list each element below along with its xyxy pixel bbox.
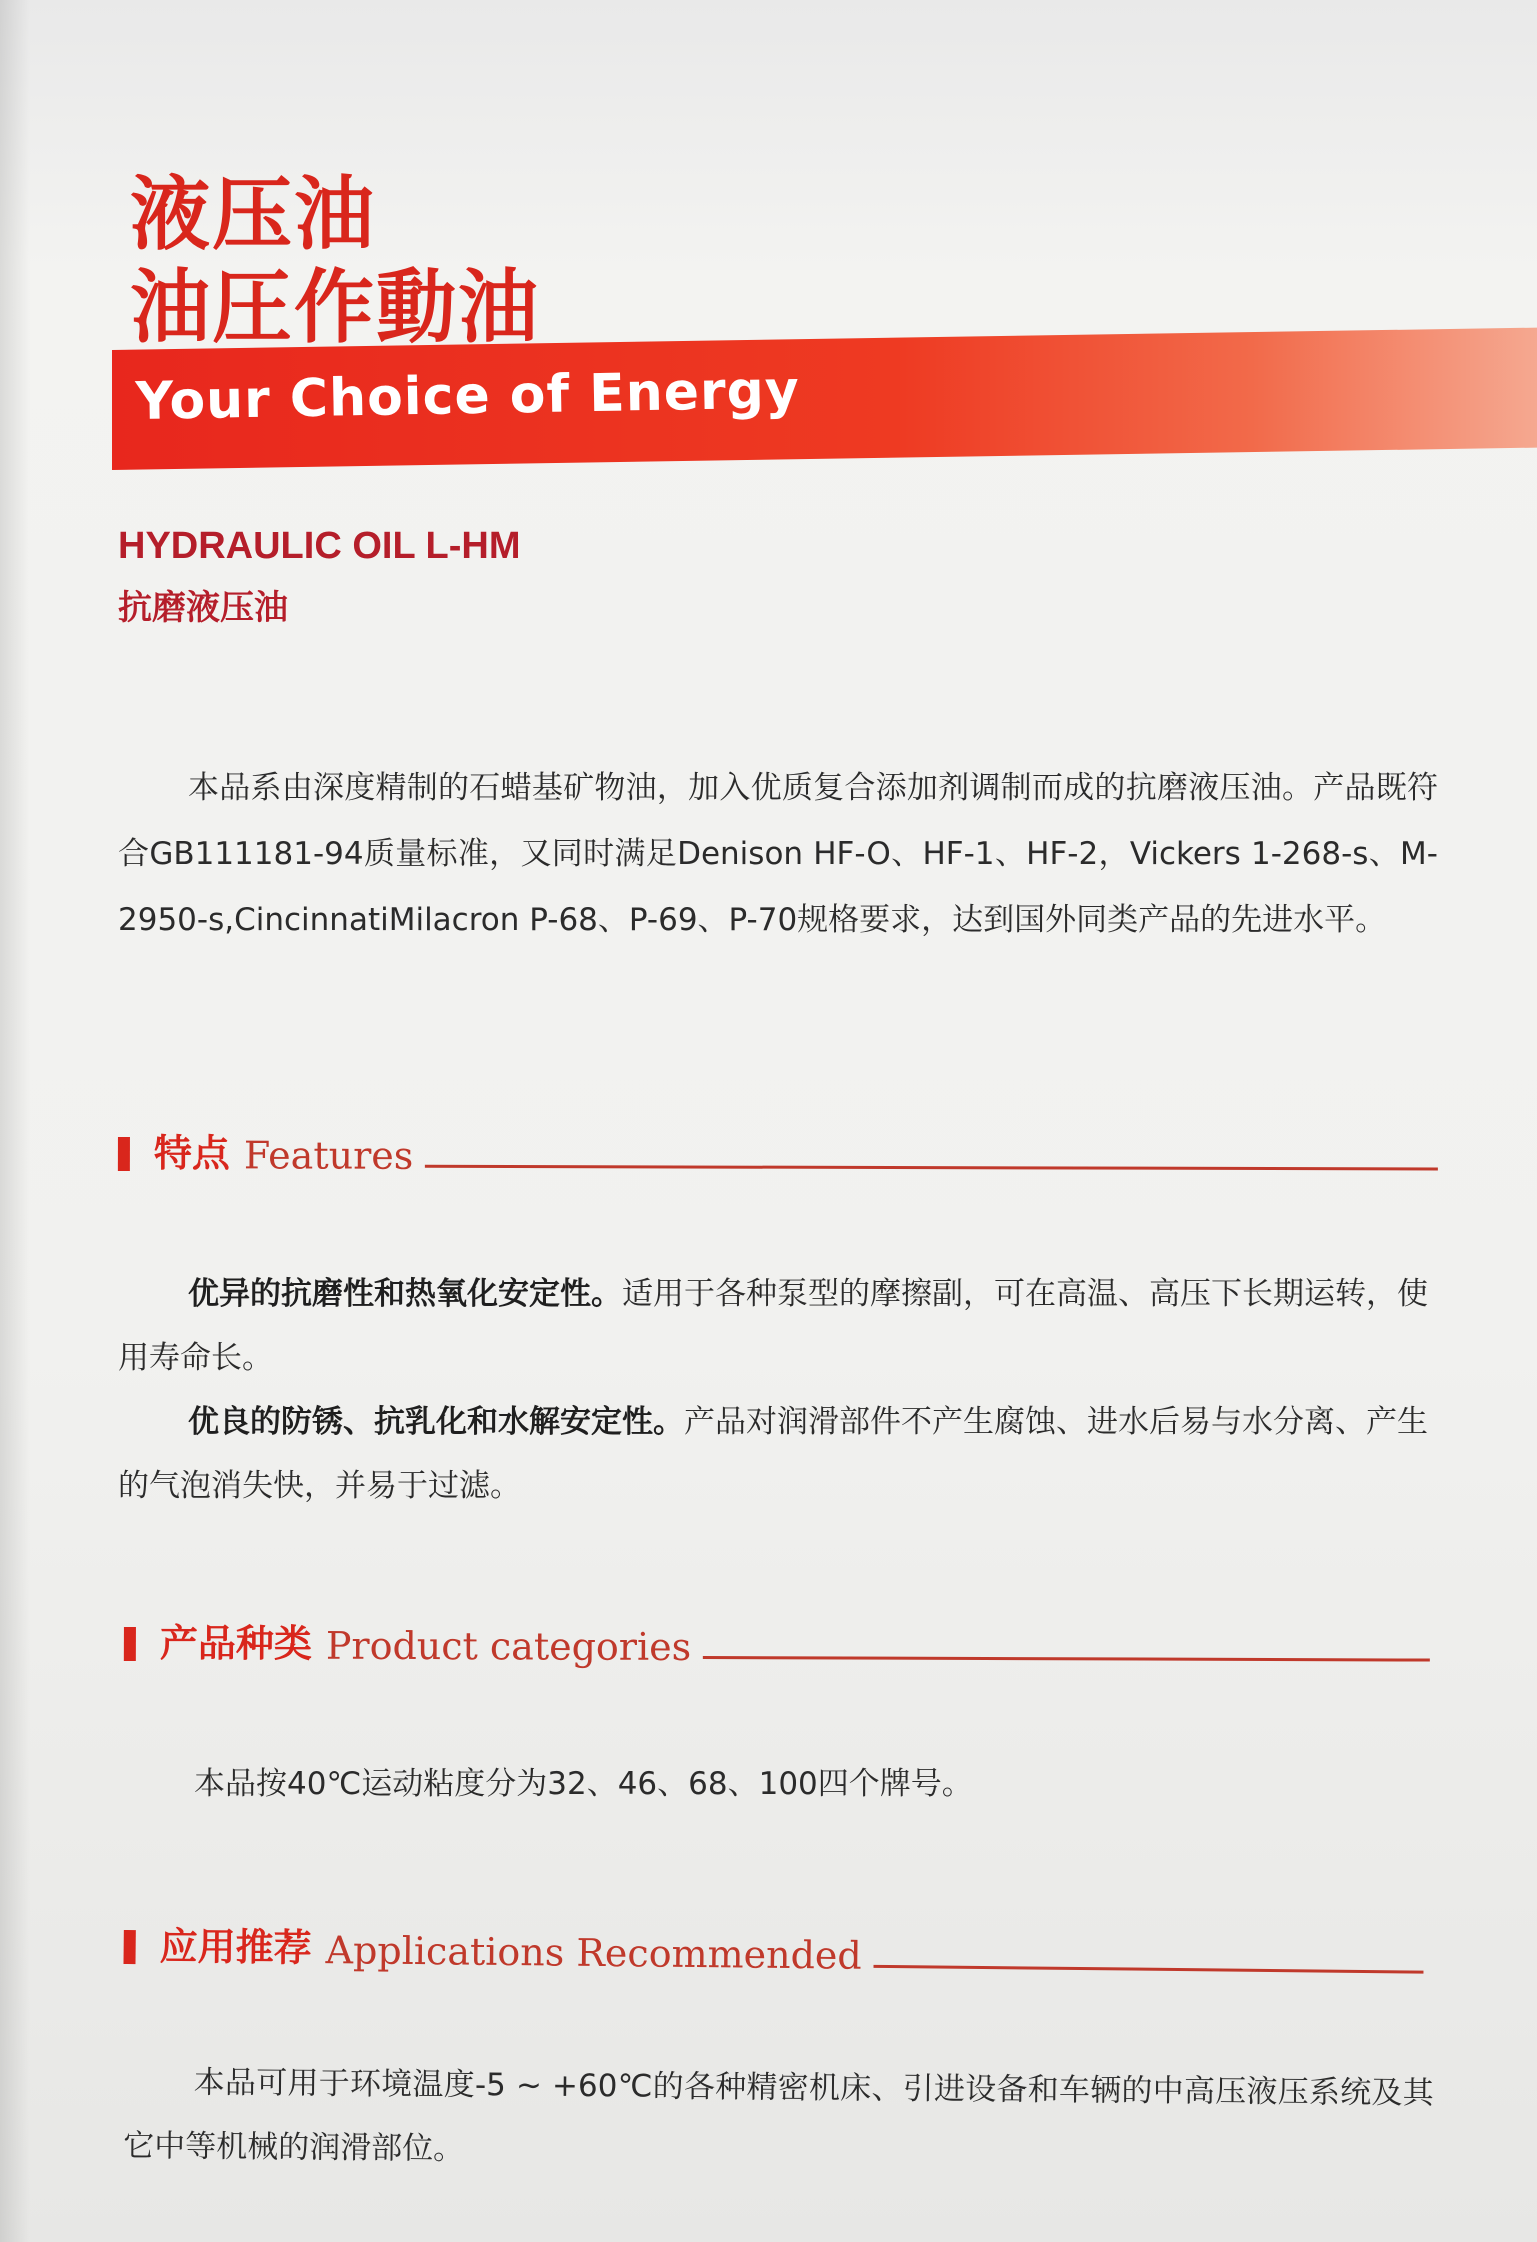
section-marker	[123, 1930, 135, 1964]
product-name: HYDRAULIC OIL L-HM	[118, 525, 521, 567]
section-marker	[124, 1627, 136, 1661]
page-title-line1: 液压油	[130, 168, 376, 261]
categories-paragraph: 本品按40℃运动粘度分为32、46、68、100四个牌号。	[194, 1766, 973, 1802]
feature-item-2	[118, 1390, 1428, 1518]
section-rule	[703, 1656, 1430, 1662]
categories-heading-cn: 产品种类	[159, 1621, 312, 1666]
section-rule	[874, 1965, 1424, 1974]
features-heading-en: Features	[243, 1133, 414, 1178]
feature-item-1-bold: 优异的抗磨性和热氧化安定性。	[188, 1276, 622, 1312]
section-rule	[425, 1165, 1438, 1171]
applications-heading	[123, 1915, 1424, 1984]
features-heading-cn: 特点	[153, 1131, 230, 1176]
feature-item-1-text: 适用于各种泵型的摩擦副，可在高温、高压下长期运转，使用寿命长。	[118, 1276, 1428, 1376]
feature-item-2-bold: 优良的防锈、抗乳化和水解安定性。	[188, 1404, 684, 1440]
section-marker	[118, 1137, 130, 1171]
page-edge-shadow	[0, 0, 30, 2242]
banner-slogan: Your Choice of Energy	[135, 360, 801, 432]
applications-heading-cn: 应用推荐	[159, 1924, 312, 1970]
categories-heading	[124, 1612, 1430, 1672]
applications-paragraph: 本品可用于环境温度-5 ~ +60℃的各种精密机床、引进设备和车辆的中高压液压系统及其它中等机械的润滑部位。	[123, 2064, 1434, 2167]
categories-heading-en: Product categories	[325, 1623, 692, 1669]
intro-paragraph: 本品系由深度精制的石蜡基矿物油，加入优质复合添加剂调制而成的抗磨液压油。产品既符合GB111181-94质量标准，又同时满足Denison HF-O、HF-1、HF-2，Vickers 1-268-s、M-2950-s,CincinnatiMilacron P-68、P-69、P-70规格要求，达到国外同类产品的先进水平。	[118, 770, 1438, 938]
page-title-line2: 油圧作動油	[130, 261, 540, 354]
applications-heading-en: Applications Recommended	[325, 1928, 862, 1978]
feature-item-1	[118, 1262, 1428, 1390]
product-name-cn: 抗磨液压油	[118, 588, 288, 628]
features-heading	[118, 1122, 1438, 1180]
feature-item-2-text: 产品对润滑部件不产生腐蚀、进水后易与水分离、产生的气泡消失快，并易于过滤。	[118, 1404, 1428, 1504]
